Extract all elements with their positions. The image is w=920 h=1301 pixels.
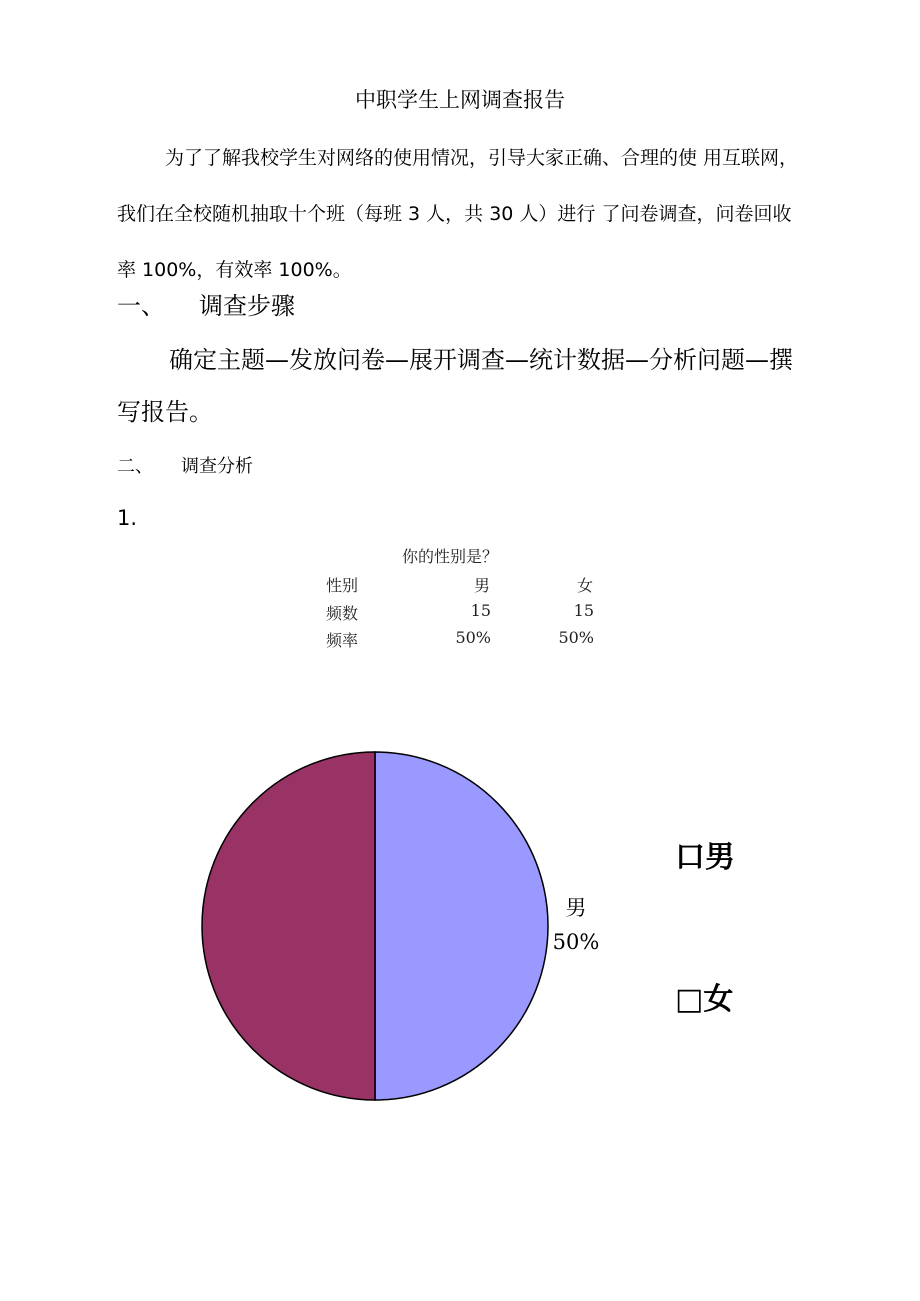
pie-slice-male [375,752,548,1100]
item-number: 1. [117,506,138,530]
pie-data-label-category: 男 [565,896,587,920]
steps-text: 确定主题—发放问卷—展开调查—统计数据—分析问题—撰写报告。 [117,346,793,426]
table-row-label: 频率 [326,631,359,650]
table-cell: 15 [470,601,491,620]
table-cell: 50% [455,628,491,647]
legend-entry-male: 口男 [675,840,735,875]
pie-slice-female [202,752,375,1100]
table-header-male: 男 [474,576,491,595]
section-2-title: 调查分析 [181,456,253,477]
section-2-number: 二、 [117,456,153,477]
table-row-label: 频数 [326,604,359,623]
legend-entry-female: □女 [675,982,734,1017]
table-header-female: 女 [577,576,594,595]
table-header-label: 性别 [326,576,359,595]
page-title: 中职学生上网调查报告 [355,88,565,112]
pie-data-label-value: 50% [552,930,600,954]
table-cell: 15 [573,601,594,620]
section-1-title: 调查步骤 [199,292,295,320]
intro-text: 为了了解我校学生对网络的使用情况，引导大家正确、合理的使 用互联网，我们在全校随机抽取十个班（每班 3 人，共 30 人）进行 了问卷调查，问卷回收率 100%，有效率 100%。 [117,147,799,281]
survey-question: 你的性别是？ [402,547,499,566]
section-1-number: 一、 [117,292,165,320]
table-cell: 50% [558,628,594,647]
